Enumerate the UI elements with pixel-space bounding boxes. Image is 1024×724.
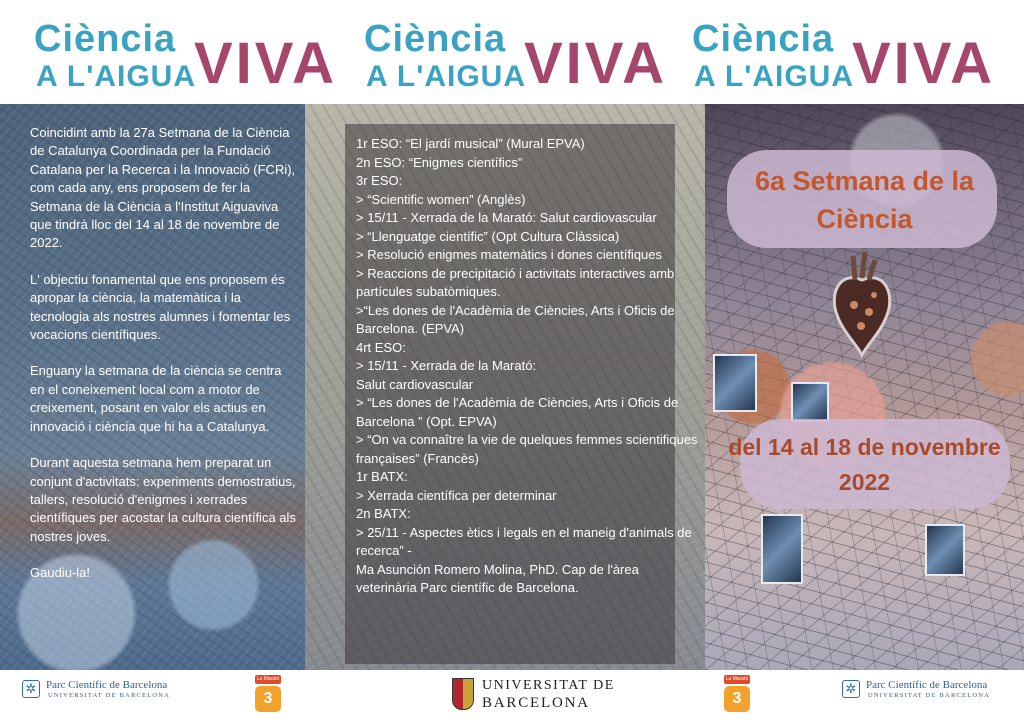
activity-line: > Xerrada científica per determinar xyxy=(356,487,557,503)
ub-shield-icon xyxy=(452,678,474,710)
event-dates: del 14 al 18 de novembre 2022 xyxy=(728,434,1001,495)
parc-cientific-logo xyxy=(22,680,192,710)
ciencia-viva-logo xyxy=(364,12,668,100)
xray-photo xyxy=(713,354,757,412)
activity-line: > “Les dones de l'Acadèmia de Ciències, Arts i Oficis de Barcelona ” (Opt. EPVA) xyxy=(356,395,679,429)
activity-line: >“Les dones de l'Acadèmia de Ciències, Arts i Oficis de Barcelona. (EPVA) xyxy=(356,302,675,336)
parc-cientific-logo xyxy=(842,680,1012,710)
header xyxy=(0,0,1024,104)
intro-paragraph: Coincidint amb la 27a Setmana de la Ciència de Catalunya Coordinada per la Fundació Catalana per la Recerca i la Innovació (FCRi), com cada any, ens proposem de fer la Setmana de la Ciència a l'Institut Aiguaviva que tindrà lloc del 14 al 18 de novembre de 2022. xyxy=(30,125,296,251)
tv3-number: 3 xyxy=(724,686,750,712)
activity-line: 2n BATX: xyxy=(356,506,411,521)
activity-line: > “Scientific women” (Anglès) xyxy=(356,191,526,207)
event-title: 6a Setmana de la Ciència xyxy=(754,166,975,234)
marato-tag: La Marató xyxy=(256,676,280,682)
intro-paragraph: Enguany la setmana de la ciència se centra en el coneixement local com a motor de creixement, posant en valor els actius en innovació i ciència que hi ha a Catalunya. xyxy=(30,363,282,434)
activity-line: Salut cardiovascular xyxy=(356,376,474,392)
logo-line3: VIVA xyxy=(852,31,996,96)
activity-line: Ma Asunción Romero Molina, PhD. Cap de l'àrea veterinària Parc científic de Barcelona. xyxy=(356,561,639,595)
logo-line1: Ciència xyxy=(692,18,835,60)
logo-line1: Ciència xyxy=(364,18,507,60)
activity-line: 3r ESO: xyxy=(356,173,403,188)
heart-illustration xyxy=(829,250,895,360)
logo-line1: Ciència xyxy=(34,18,177,60)
activity-line: 1r ESO: “El jardí musical” (Mural EPVA) xyxy=(356,136,585,151)
intro-paragraph: L' objectiu fonamental que ens proposem és apropar la ciència, la matemàtica i la tecnologia als nostres alumnes i fomentar les vocacions científiques. xyxy=(30,271,291,343)
ciencia-viva-logo xyxy=(34,12,338,100)
la-marato-tv3-logo xyxy=(724,675,750,715)
activity-line: 2n ESO: “Enigmes científics” xyxy=(356,154,523,170)
tv3-number: 3 xyxy=(255,686,281,712)
logo-line3: VIVA xyxy=(524,31,668,96)
logo-line2: A L'AIGUA xyxy=(36,60,197,93)
ub-line2: BARCELONA xyxy=(482,695,590,711)
activity-line: > Reaccions de precipitació i activitats interactives amb partícules subatòmiques. xyxy=(356,265,675,299)
logo-line2: A L'AIGUA xyxy=(366,60,527,93)
xray-photo xyxy=(761,514,803,584)
pcb-mark-icon: ✲ xyxy=(22,680,40,698)
activities-list xyxy=(356,135,701,598)
ub-line1: UNIVERSITAT DE xyxy=(482,678,615,693)
activity-line: 1r BATX: xyxy=(356,469,408,484)
intro-paragraph: Gaudiu-la! xyxy=(30,565,90,581)
sponsors-footer xyxy=(0,670,1024,724)
cover-panel xyxy=(705,104,1024,670)
activity-line: > “On va connaître la vie de quelques femmes scientifiques françaises” (Francès) xyxy=(356,432,698,466)
intro-paragraph: Durant aquesta setmana hem preparat un conjunt d'activitats: experiments demostratius, tallers, resolució d'enigmes i xerrades científiques per acostar la cultura científica als nostres joves. xyxy=(30,455,296,544)
pcb-sub: UNIVERSITAT DE BARCELONA xyxy=(868,692,991,699)
pcb-name: Parc Científic de Barcelona xyxy=(46,679,168,691)
intro-panel xyxy=(0,104,305,670)
logo-line3: VIVA xyxy=(194,31,338,96)
ciencia-viva-logo xyxy=(692,12,996,100)
activity-line: > “Llenguatge científic” (Opt Cultura Clàssica) xyxy=(356,228,620,244)
xray-photo xyxy=(791,382,829,422)
activity-line: > Resolució enigmes matemàtics i dones científiques xyxy=(356,247,663,262)
xray-photo xyxy=(925,524,965,576)
pcb-name: Parc Científic de Barcelona xyxy=(866,679,988,691)
la-marato-tv3-logo xyxy=(255,675,281,715)
universitat-barcelona-logo xyxy=(452,676,615,718)
activities-panel xyxy=(305,104,705,670)
activity-line: 4rt ESO: xyxy=(356,339,406,355)
pcb-sub: UNIVERSITAT DE BARCELONA xyxy=(48,692,171,699)
intro-text xyxy=(30,124,298,601)
activity-line: > 15/11 - Xerrada de la Marató: xyxy=(356,358,537,373)
marato-tag: La Marató xyxy=(725,676,749,682)
activity-line: > 25/11 - Aspectes ètics i legals en el maneig d'animals de recerca” - xyxy=(356,524,692,558)
activity-line: > 15/11 - Xerrada de la Marató: Salut cardiovascular xyxy=(356,210,657,225)
pcb-mark-icon: ✲ xyxy=(842,680,860,698)
logo-line2: A L'AIGUA xyxy=(694,60,855,93)
